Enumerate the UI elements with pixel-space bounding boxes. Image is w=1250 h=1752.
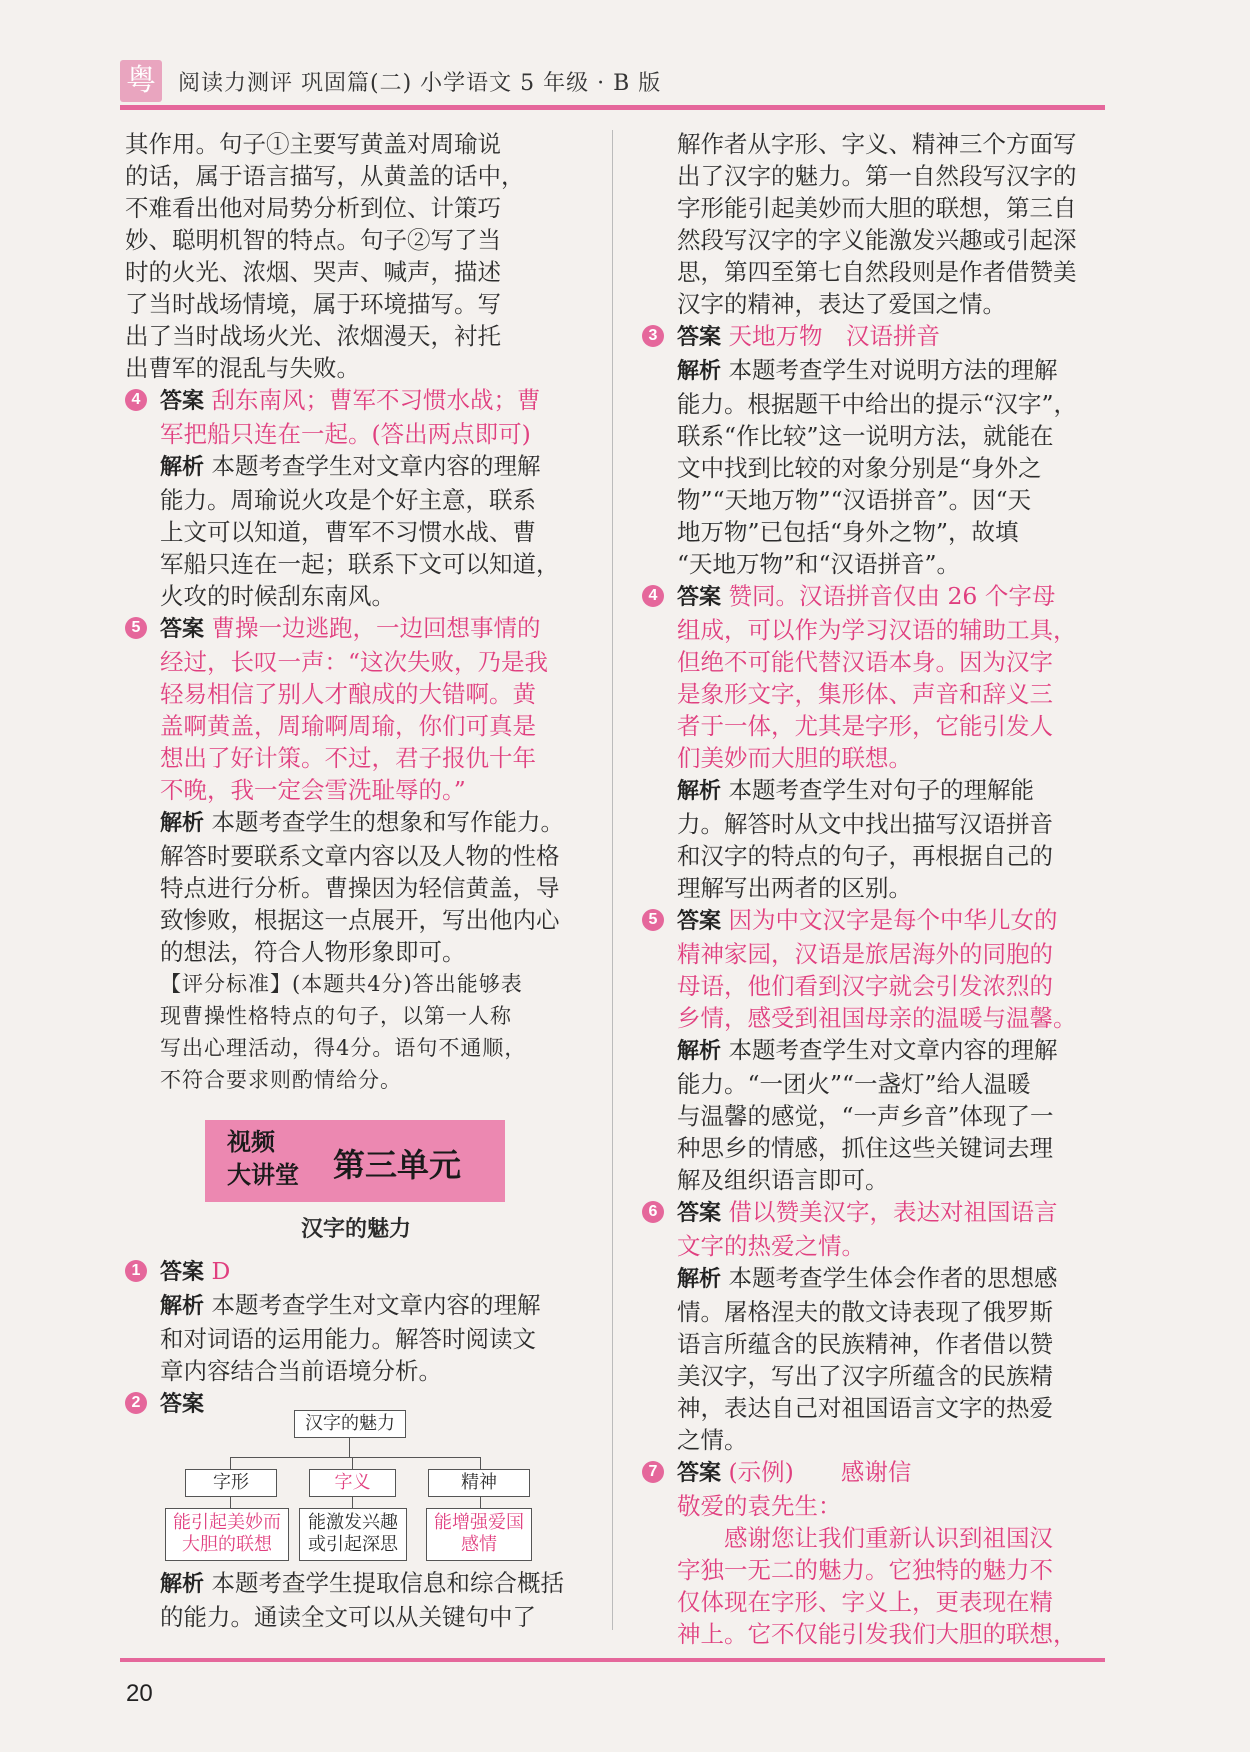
diagram-root: 汉字的魅力 — [294, 1410, 406, 1438]
question-number-badge: 7 — [642, 1461, 664, 1483]
answer-label: 答案 — [677, 1461, 722, 1486]
analysis-text: 情。屠格涅夫的散文诗表现了俄罗斯 — [677, 1298, 1053, 1326]
letter-line: 感谢您让我们重新认识到祖国汉 — [677, 1524, 1053, 1552]
q2-analysis — [125, 1567, 587, 1633]
analysis-text: 上文可以知道，曹军不习惯水战、曹 — [160, 518, 536, 546]
answer-text: 组成，可以作为学习汉语的辅助工具， — [677, 616, 1077, 644]
question-3 — [642, 320, 1104, 580]
unit-title: 第三单元 — [333, 1146, 462, 1184]
branch-node: 精神 — [428, 1469, 530, 1497]
text-line: 妙、聪明机智的特点。句子②写了当 — [125, 226, 501, 254]
answer-text: 曹操一边逃跑，一边回想事情的 — [211, 614, 541, 642]
text-line: 时的火光、浓烟、哭声、喊声，描述 — [125, 258, 501, 286]
video-lecture-tag — [227, 1126, 299, 1192]
answer-text: 想出了好计策。不过，君子报仇十年 — [160, 744, 536, 772]
text-line: 出了汉字的魅力。第一自然段写汉字的 — [677, 162, 1077, 190]
answer-text: 刮东南风；曹军不习惯水战；曹 — [211, 386, 541, 414]
analysis-text: 本题考查学生提取信息和综合概括 — [211, 1569, 564, 1597]
page-number: 20 — [126, 1680, 153, 1707]
question-2-analysis — [125, 1567, 587, 1633]
analysis-text: 地万物”已包括“身外之物”，故填 — [677, 518, 1019, 546]
text-line: 汉字的精神，表达了爱国之情。 — [677, 290, 1006, 318]
text-line: 思，第四至第七自然段则是作者借赞美 — [677, 258, 1077, 286]
detail-line: 能引起美妙而 — [173, 1512, 281, 1533]
analysis-text: 的能力。通读全文可以从关键句中了 — [160, 1603, 536, 1631]
analysis-text: 理解写出两者的区别。 — [677, 874, 912, 902]
answer-label: 答案 — [677, 1201, 722, 1226]
analysis-text: 美汉字，写出了汉字所蕴含的民族精 — [677, 1362, 1053, 1390]
text-line: 解作者从字形、字义、精神三个方面写 — [677, 130, 1077, 158]
answer-text: 母语，他们看到汉字就会引发浓烈的 — [677, 972, 1053, 1000]
concept-diagram — [160, 1410, 585, 1570]
analysis-label: 解析 — [160, 455, 205, 480]
answer-text: 赞同。汉语拼音仅由 26 个字母 — [728, 582, 1056, 610]
analysis-label: 解析 — [677, 359, 722, 384]
analysis-label: 解析 — [677, 779, 722, 804]
letter-line: 仅体现在字形、字义上，更表现在精 — [677, 1588, 1053, 1616]
answer-text: 者于一体，尤其是字形，它能引发人 — [677, 712, 1053, 740]
branch-detail — [165, 1508, 289, 1561]
analysis-label: 解析 — [160, 1572, 205, 1597]
analysis-text: 语言所蕴含的民族精神，作者借以赞 — [677, 1330, 1053, 1358]
answer-text: 盖啊黄盖，周瑜啊周瑜，你们可真是 — [160, 712, 536, 740]
analysis-text: 火攻的时候刮东南风。 — [160, 582, 395, 610]
answer-text: 军把船只连在一起。(答出两点即可) — [160, 420, 531, 448]
analysis-text: 种思乡的情感，抓住这些关键词去理 — [677, 1134, 1053, 1162]
question-number-badge: 4 — [642, 585, 664, 607]
answer-text: 文字的热爱之情。 — [677, 1232, 865, 1260]
question-number-badge: 6 — [642, 1201, 664, 1223]
text-line: 出了当时战场火光、浓烟漫天，衬托 — [125, 322, 501, 350]
answer-label: 答案 — [160, 389, 205, 414]
answer-label: 答案 — [160, 617, 205, 642]
detail-line: 感情 — [461, 1534, 497, 1555]
analysis-label: 解析 — [160, 1294, 205, 1319]
unit-banner — [205, 1120, 505, 1202]
analysis-text: 本题考查学生对文章内容的理解 — [211, 1291, 541, 1319]
question-5 — [642, 904, 1104, 1196]
answer-text: 不晚，我一定会雪洗耻辱的。” — [160, 776, 466, 804]
analysis-text: 与温馨的感觉，“一声乡音”体现了一 — [677, 1102, 1054, 1130]
header-rule — [120, 105, 1105, 110]
answer-text: (示例) 感谢信 — [728, 1458, 912, 1486]
answer-label: 答案 — [160, 1392, 205, 1417]
left-lower — [125, 1255, 587, 1421]
detail-line: 能增强爱国 — [434, 1512, 524, 1533]
detail-line: 能激发兴趣 — [308, 1512, 398, 1533]
analysis-text: 文中找到比较的对象分别是“身外之 — [677, 454, 1042, 482]
answer-text: 因为中文汉字是每个中华儿女的 — [728, 906, 1058, 934]
column-divider — [612, 130, 613, 1630]
answer-label: 答案 — [677, 325, 722, 350]
analysis-text: 能力。周瑜说火攻是个好主意，联系 — [160, 486, 536, 514]
answer-text: 精神家园，汉语是旅居海外的同胞的 — [677, 940, 1053, 968]
region-logo: 粤 — [120, 60, 162, 102]
answer-label: 答案 — [160, 1260, 205, 1285]
answer-text: 是象形文字，集形体、声音和辞义三 — [677, 680, 1053, 708]
question-6 — [642, 1196, 1104, 1456]
footer-rule — [120, 1658, 1105, 1662]
connector — [352, 1457, 353, 1469]
scoring-criteria: 现曹操性格特点的句子，以第一人称 — [160, 1004, 512, 1028]
answer-text: 但绝不可能代替汉语本身。因为汉字 — [677, 648, 1053, 676]
question-7 — [642, 1456, 1104, 1650]
text-line: 出曹军的混乱与失败。 — [125, 354, 360, 382]
analysis-text: 解及组织语言即可。 — [677, 1166, 889, 1194]
question-5 — [125, 612, 587, 1096]
letter-line: 神上。它不仅能引发我们大胆的联想， — [677, 1620, 1077, 1648]
question-4 — [642, 580, 1104, 904]
analysis-text: 致惨败，根据这一点展开，写出他内心 — [160, 906, 560, 934]
analysis-text: 物”“天地万物”“汉语拼音”。因“天 — [677, 486, 1032, 514]
scoring-criteria: 不符合要求则酌情给分。 — [160, 1068, 402, 1092]
analysis-text: “天地万物”和“汉语拼音”。 — [677, 550, 961, 578]
scoring-criteria: 【评分标准】(本题共4分)答出能够表 — [160, 972, 523, 996]
connector — [352, 1496, 353, 1508]
analysis-text: 力。解答时从文中找出描写汉语拼音 — [677, 810, 1053, 838]
answer-text: D — [211, 1257, 231, 1285]
answer-text: 们美妙而大胆的联想。 — [677, 744, 912, 772]
analysis-text: 神，表达自己对祖国语言文字的热爱 — [677, 1394, 1053, 1422]
banner-line: 大讲堂 — [227, 1161, 299, 1189]
analysis-text: 本题考查学生的想象和写作能力。 — [211, 808, 564, 836]
scoring-criteria: 写出心理活动，得4分。语句不通顺， — [160, 1036, 527, 1060]
analysis-text: 解答时要联系文章内容以及人物的性格 — [160, 842, 560, 870]
analysis-text: 本题考查学生体会作者的思想感 — [728, 1264, 1058, 1292]
text-line: 其作用。句子①主要写黄盖对周瑜说 — [125, 130, 501, 158]
text-line: 了当时战场情境，属于环境描写。写 — [125, 290, 501, 318]
analysis-label: 解析 — [160, 811, 205, 836]
answer-text: 经过，长叹一声：“这次失败，乃是我 — [160, 648, 549, 676]
continued-analysis — [642, 128, 1104, 320]
detail-line: 大胆的联想 — [182, 1534, 272, 1555]
connector — [480, 1457, 481, 1469]
question-number-badge: 5 — [642, 909, 664, 931]
question-number-badge: 3 — [642, 325, 664, 347]
text-line: 然段写汉字的字义能激发兴趣或引起深 — [677, 226, 1077, 254]
connector — [349, 1437, 350, 1457]
branch-detail — [426, 1508, 532, 1561]
analysis-text: 联系“作比较”这一说明方法，就能在 — [677, 422, 1054, 450]
analysis-text: 之情。 — [677, 1426, 748, 1454]
running-title: 阅读力测评 巩固篇(二) 小学语文 5 年级 · B 版 — [178, 71, 662, 96]
answer-text: 天地万物 汉语拼音 — [728, 322, 940, 350]
question-4 — [125, 384, 587, 612]
answer-text: 乡情，感受到祖国母亲的温暖与温馨。 — [677, 1004, 1077, 1032]
analysis-label: 解析 — [677, 1267, 722, 1292]
letter-line: 字独一无二的魅力。它独特的魅力不 — [677, 1556, 1053, 1584]
analysis-text: 章内容结合当前语境分析。 — [160, 1357, 442, 1385]
analysis-text: 和汉字的特点的句子，再根据自己的 — [677, 842, 1053, 870]
question-number-badge: 4 — [125, 389, 147, 411]
analysis-text: 的想法，符合人物形象即可。 — [160, 938, 466, 966]
connector — [230, 1457, 231, 1469]
analysis-text: 和对词语的运用能力。解答时阅读文 — [160, 1325, 536, 1353]
continued-analysis — [125, 128, 587, 384]
answer-text: 借以赞美汉字，表达对祖国语言 — [728, 1198, 1058, 1226]
text-line: 字形能引起美妙而大胆的联想，第三自 — [677, 194, 1077, 222]
question-number-badge: 5 — [125, 617, 147, 639]
answer-label: 答案 — [677, 909, 722, 934]
question-number-badge: 2 — [125, 1392, 147, 1414]
banner-line: 视频 — [227, 1128, 275, 1156]
page-header — [120, 60, 1105, 106]
analysis-text: 本题考查学生对文章内容的理解 — [728, 1036, 1058, 1064]
text-line: 不难看出他对局势分析到位、计策巧 — [125, 194, 501, 222]
question-number-badge: 1 — [125, 1260, 147, 1282]
text-line: 的话，属于语言描写，从黄盖的话中， — [125, 162, 525, 190]
analysis-text: 本题考查学生对说明方法的理解 — [728, 356, 1058, 384]
connector — [480, 1496, 481, 1508]
branch-node: 字形 — [185, 1469, 277, 1497]
answer-text: 轻易相信了别人才酿成的大错啊。黄 — [160, 680, 536, 708]
analysis-text: 能力。“一团火”“一盏灯”给人温暖 — [677, 1070, 1031, 1098]
analysis-text: 能力。根据题干中给出的提示“汉字”， — [677, 390, 1078, 418]
answer-label: 答案 — [677, 585, 722, 610]
question-1 — [125, 1255, 587, 1387]
branch-detail — [299, 1508, 407, 1561]
analysis-text: 特点进行分析。曹操因为轻信黄盖，导 — [160, 874, 560, 902]
left-column — [125, 128, 587, 1096]
letter-salutation: 敬爱的袁先生： — [677, 1492, 842, 1520]
lesson-title: 汉字的魅力 — [300, 1217, 411, 1242]
analysis-text: 本题考查学生对文章内容的理解 — [211, 452, 541, 480]
connector — [230, 1457, 480, 1458]
connector — [230, 1496, 231, 1508]
analysis-text: 军船只连在一起；联系下文可以知道， — [160, 550, 560, 578]
right-column — [642, 128, 1104, 1650]
analysis-label: 解析 — [677, 1039, 722, 1064]
detail-line: 或引起深思 — [308, 1534, 398, 1555]
analysis-text: 本题考查学生对句子的理解能 — [728, 776, 1034, 804]
branch-node: 字义 — [309, 1469, 396, 1497]
